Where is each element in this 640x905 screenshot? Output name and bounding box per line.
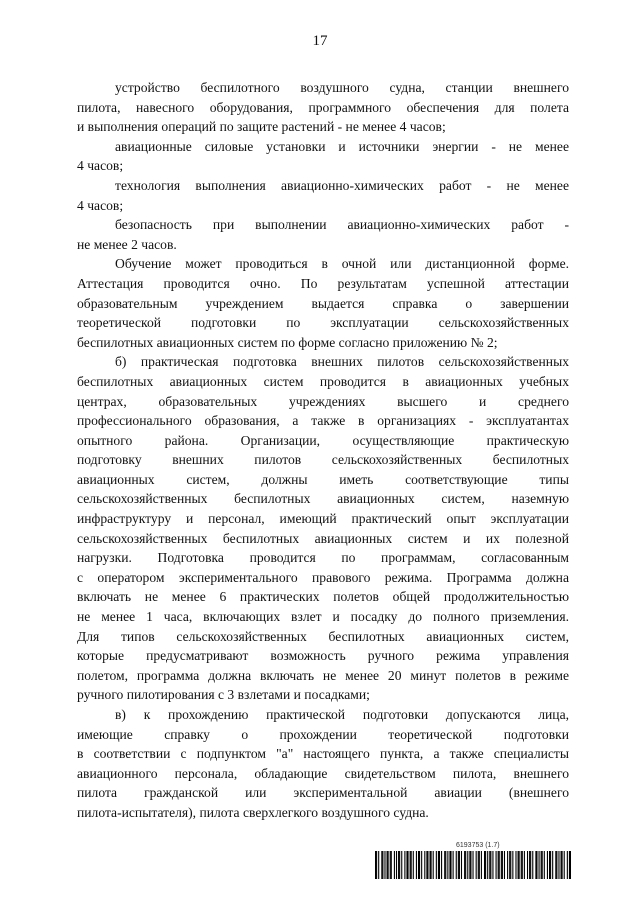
text-line: в) к прохождению практической подготовки допускаются лица,: [115, 707, 569, 722]
barcode-bar: [413, 851, 414, 879]
barcode-bar: [376, 851, 377, 879]
barcode-bar: [549, 851, 550, 879]
barcode-bar: [472, 851, 473, 879]
barcode-bar: [441, 851, 442, 879]
barcode-bar: [419, 851, 420, 879]
barcode-bar: [501, 851, 502, 879]
barcode-bar: [464, 851, 465, 879]
barcode-bar: [399, 851, 400, 879]
text-line: Обучение может проводиться в очной или дистанционной форме.: [115, 256, 569, 272]
barcode-bar: [398, 851, 399, 879]
barcode-bar: [481, 851, 482, 879]
barcode-bar: [547, 851, 548, 879]
barcode-bar: [487, 851, 488, 879]
barcode-bar: [456, 851, 457, 879]
barcode-bar: [407, 851, 408, 879]
text-line: безопасность при выполнении авиационно-химических работ -: [115, 217, 569, 233]
barcode-bar: [536, 851, 537, 879]
text-line: с оператором экспериментального правового режима. Программа должна: [77, 569, 569, 585]
barcode-bar: [527, 851, 528, 879]
barcode-bar: [461, 851, 462, 879]
barcode-bar: [504, 851, 505, 879]
barcode-bar: [431, 851, 432, 879]
barcode-bar: [507, 851, 508, 879]
barcode-bar: [390, 851, 391, 879]
barcode-bar: [384, 851, 385, 879]
text-line: сельскохозяйственных беспилотных авиационных систем, наземную: [77, 491, 569, 507]
text-line: устройство беспилотного воздушного судна, станции внешнего: [115, 80, 569, 95]
barcode-bar: [569, 851, 570, 879]
text-line: которые предусматривают возможность ручного режима управления: [77, 648, 569, 664]
text-line: б) практическая подготовка внешних пилотов сельскохозяйственных: [115, 354, 569, 370]
text-line: имеющие справку о прохождении теоретической подготовки: [77, 726, 569, 742]
barcode-bar: [387, 851, 388, 879]
barcode-bar: [378, 851, 379, 879]
barcode-bar: [436, 851, 437, 879]
barcode-bar: [561, 851, 562, 879]
barcode-bar: [562, 851, 563, 879]
barcode-bar: [512, 851, 513, 879]
text-line: Аттестация проводится очно. По результатам успешной аттестации: [77, 275, 569, 291]
barcode-bar: [518, 851, 519, 879]
barcode-bar: [558, 851, 559, 879]
text-line: технология выполнения авиационно-химических работ - не менее: [115, 177, 569, 193]
text-line: 4 часов;: [77, 158, 124, 174]
text-line: авиационного персонала, обладающие свидетельством пилота, внешнего: [77, 765, 569, 781]
barcode-bar: [467, 851, 468, 879]
barcode-bar: [479, 851, 480, 879]
barcode-bar: [411, 851, 412, 879]
barcode-bar: [564, 851, 565, 879]
text-line: в соответствии с подпунктом "а" настоящего пункта, а также специалисты: [77, 746, 569, 762]
barcode-bar: [496, 851, 497, 879]
barcode-bar: [490, 851, 491, 879]
barcode-bar: [416, 851, 417, 879]
text-line: не менее 1 часа, включающих взлет и посадку до полного приземления.: [77, 609, 569, 625]
barcode-bar: [544, 851, 545, 879]
barcode-bar: [556, 851, 557, 879]
barcode-bar: [410, 851, 411, 879]
barcode-bar: [465, 851, 466, 879]
barcode-bar: [570, 851, 571, 879]
barcode-bar: [539, 851, 540, 879]
text-line: центрах, образовательных учреждениях высшего и среднего: [77, 393, 569, 409]
barcode: [375, 851, 571, 879]
barcode-bar: [509, 851, 510, 879]
barcode-bar: [530, 851, 531, 879]
text-line: пилота, навесного оборудования, программного обеспечения для полета: [77, 99, 569, 115]
barcode-bar: [522, 851, 523, 879]
text-line: сельскохозяйственных беспилотных авиационных систем и их полезной: [77, 530, 569, 546]
text-line: образовательным учреждением выдается справка о завершении: [77, 295, 569, 311]
text-line: Для типов сельскохозяйственных беспилотных авиационных систем,: [77, 628, 569, 644]
barcode-bar: [484, 851, 485, 879]
text-line: нагрузки. Подготовка проводится по программам, согласованным: [77, 550, 569, 566]
barcode-bar: [449, 851, 450, 879]
page-number: 17: [312, 33, 328, 49]
text-line: не менее 2 часов.: [77, 236, 177, 252]
barcode-bar: [519, 851, 520, 879]
barcode-bar: [458, 851, 459, 879]
barcode-bar: [401, 851, 402, 879]
barcode-bar: [450, 851, 451, 879]
barcode-bar: [424, 851, 425, 879]
barcode-bar: [521, 851, 522, 879]
barcode-bar: [427, 851, 428, 879]
text-line: авиационные силовые установки и источники энергии - не менее: [115, 138, 569, 154]
text-line: опытного района. Организации, осуществляющие практическую: [77, 432, 569, 448]
barcode-bar: [382, 851, 383, 879]
text-line: и выполнения операций по защите растений - не менее 4 часов;: [77, 119, 446, 135]
barcode-bar: [433, 851, 434, 879]
text-line: подготовку внешних пилотов сельскохозяйственных беспилотных: [77, 452, 569, 468]
barcode-bar: [453, 851, 454, 879]
barcode-bar: [438, 851, 439, 879]
barcode-bar: [515, 851, 516, 879]
barcode-bar: [426, 851, 427, 879]
barcode-bar: [394, 851, 395, 879]
text-line: профессионального образования, а также в организациях - эксплуатантах: [77, 413, 569, 429]
body-text: [77, 78, 569, 823]
barcode-bar: [444, 851, 445, 879]
barcode-bar: [476, 851, 477, 879]
text-line: пилота гражданской или экспериментальной авиации (внешнего: [77, 785, 569, 801]
barcode-bar: [396, 851, 397, 879]
barcode-bar: [445, 851, 446, 879]
text-line: инфраструктуру и персонал, имеющий практический опыт эксплуатации: [77, 511, 569, 527]
barcode-bar: [478, 851, 479, 879]
barcode-bar: [381, 851, 382, 879]
document-code: 6193753 (1.7): [456, 842, 500, 849]
barcode-bar: [489, 851, 490, 879]
text-line: ручного пилотирования с 3 взлетами и посадками;: [77, 687, 370, 703]
barcode-bar: [529, 851, 530, 879]
barcode-bar: [502, 851, 503, 879]
text-line: включать не менее 6 практических полетов общей продолжительностью: [77, 589, 569, 605]
barcode-bar: [388, 851, 389, 879]
barcode-bar: [406, 851, 407, 879]
barcode-bar: [447, 851, 448, 879]
barcode-bar: [567, 851, 568, 879]
barcode-bar: [532, 851, 533, 879]
barcode-bar: [421, 851, 422, 879]
barcode-bar: [535, 851, 536, 879]
barcode-bar: [470, 851, 471, 879]
barcode-bar: [485, 851, 486, 879]
text-line: полетом, программа должна включать не менее 20 минут полетов в режиме: [77, 667, 569, 683]
barcode-bar: [552, 851, 553, 879]
barcode-bar: [418, 851, 419, 879]
barcode-bar: [555, 851, 556, 879]
barcode-bar: [541, 851, 542, 879]
barcode-bar: [510, 851, 511, 879]
barcode-bar: [391, 851, 392, 879]
barcode-bar: [550, 851, 551, 879]
barcode-bar: [459, 851, 460, 879]
barcode-bar: [492, 851, 493, 879]
barcode-bar: [542, 851, 543, 879]
barcode-bar: [469, 851, 470, 879]
barcode-bar: [430, 851, 431, 879]
text-line: 4 часов;: [77, 197, 124, 213]
barcode-bar: [524, 851, 525, 879]
barcode-bar: [375, 851, 376, 879]
text-line: беспилотных авиационных систем проводится в авиационных учебных: [77, 373, 569, 389]
text-line: теоретической подготовки по эксплуатации сельскохозяйственных: [77, 315, 569, 331]
barcode-bar: [439, 851, 440, 879]
text-line: беспилотных авиационных систем по форме согласно приложению № 2;: [77, 334, 498, 350]
barcode-bar: [498, 851, 499, 879]
barcode-bar: [499, 851, 500, 879]
barcode-bar: [404, 851, 405, 879]
text-line: авиационных систем, должны иметь соответствующие типы: [77, 471, 569, 487]
text-line: пилота-испытателя), пилота сверхлегкого воздушного судна.: [77, 804, 429, 820]
